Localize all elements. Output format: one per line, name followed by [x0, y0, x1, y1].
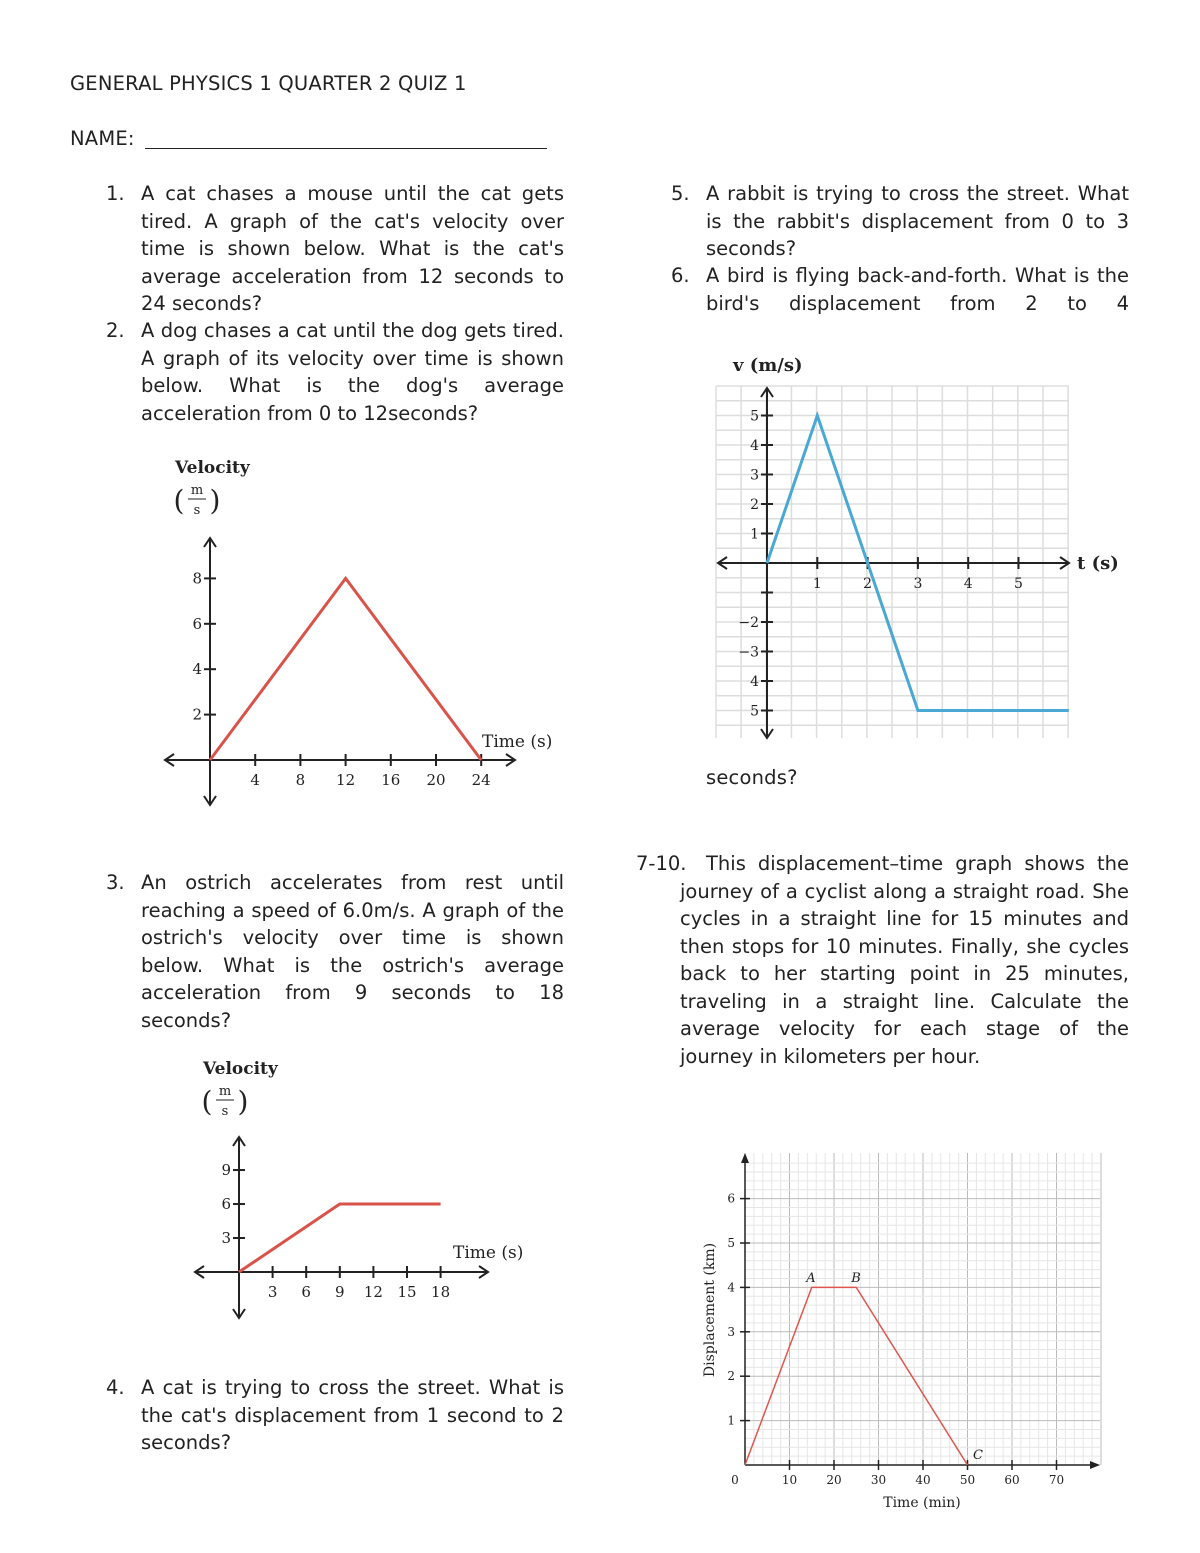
y-tick-label: 6: [192, 614, 202, 633]
y-tick-label: 6: [727, 1191, 735, 1206]
y-axis-label: Velocity: [175, 458, 250, 478]
x-tick-label: 1: [812, 576, 822, 592]
y-tick-label: 3: [750, 467, 759, 484]
x-tick-label: 16: [381, 771, 401, 789]
question-text: An ostrich accelerates from rest until reaching a speed of 6.0m/s. A graph of the ostrich's velocity over time is shown below. What is the ostrich's average acceleration from 9 seconds to 18 seconds?: [141, 871, 564, 1032]
point-label: C: [973, 1448, 983, 1463]
y-tick-label: 5: [750, 703, 759, 720]
y-tick-label: 1: [750, 526, 759, 543]
y-axis-label: v (m/s): [733, 355, 803, 376]
x-tick-label: 4: [963, 576, 973, 592]
y-tick-label: 9: [221, 1161, 231, 1180]
question-text-continuation: seconds?: [706, 766, 798, 789]
x-axis-label: Time (s): [453, 1243, 524, 1263]
paren: ): [209, 484, 221, 517]
y-tick-label: 4: [750, 674, 759, 690]
y-unit-numerator: m: [190, 483, 204, 498]
x-tick-label: 2: [863, 576, 873, 592]
question-number: 7-10.: [636, 852, 687, 875]
x-tick-label: 4: [250, 771, 260, 789]
arrow-head-icon: [1090, 1461, 1100, 1469]
x-tick-label: 10: [781, 1473, 798, 1487]
y-tick-label: 3: [727, 1324, 735, 1339]
x-axis-label: t (s): [1077, 553, 1119, 574]
y-axis-label: Velocity: [203, 1059, 278, 1079]
y-tick-label: 5: [750, 408, 759, 425]
y-tick-label: 4: [750, 438, 759, 454]
y-tick-label: 3: [221, 1229, 231, 1248]
question-text: A cat is trying to cross the street. What is the cat's displacement from 1 second to 2 seconds?: [141, 1376, 564, 1454]
y-unit-denominator: s: [193, 503, 201, 518]
paren: ): [237, 1085, 249, 1118]
point-label: B: [851, 1271, 861, 1286]
x-tick-label: 30: [870, 1473, 887, 1487]
x-tick-label: 50: [959, 1473, 976, 1487]
x-tick-label: 70: [1048, 1473, 1065, 1487]
question-text: A cat chases a mouse until the cat gets tired. A graph of the cat's velocity over time is shown below. What is the cat's average acceleration from 12 seconds to 24 seconds?: [141, 182, 564, 315]
arrow-head-icon: [741, 1153, 749, 1163]
data-line: [210, 578, 481, 760]
page-title: GENERAL PHYSICS 1 QUARTER 2 QUIZ 1: [70, 72, 467, 95]
x-tick-label: 12: [336, 771, 356, 789]
y-tick-label: 6: [221, 1195, 231, 1214]
y-tick-label: 4: [192, 660, 202, 679]
y-tick-label: 8: [192, 569, 202, 588]
y-tick-label: 1: [727, 1413, 735, 1428]
x-axis-label: Time (min): [883, 1495, 961, 1511]
paren: (: [201, 1085, 213, 1118]
x-tick-label: 60: [1004, 1473, 1020, 1487]
paren: (: [173, 484, 185, 517]
x-tick-label: 12: [363, 1283, 383, 1301]
question-number: 2.: [106, 319, 125, 342]
x-tick-label: 20: [426, 771, 446, 789]
question-number: 5.: [671, 182, 690, 205]
x-tick-label: 15: [397, 1283, 417, 1301]
x-tick-label: 6: [301, 1283, 311, 1301]
x-tick-label: 9: [335, 1283, 345, 1301]
x-tick-label: 3: [267, 1283, 278, 1301]
x-tick-label: 24: [471, 771, 491, 789]
y-tick-label: −3: [738, 644, 759, 661]
question-text: This displacement–time graph shows the journey of a cyclist along a straight road. She cycles in a straight line for 15 minutes and then stops for 10 minutes. Finally, she cycles back to her starting point in 25 minutes, traveling in a straight line. Calculate the average velocity for each stage of the journey in kilometers per hour.: [680, 852, 1129, 1068]
x-tick-label: 5: [1014, 576, 1023, 592]
x-tick-label: 20: [826, 1473, 842, 1487]
data-line: [239, 1204, 441, 1272]
x-tick-label: 8: [295, 771, 306, 789]
x-tick-label: 40: [915, 1473, 931, 1487]
y-unit-denominator: s: [221, 1104, 229, 1119]
x-tick-label: 0: [731, 1473, 739, 1487]
question-text: A bird is flying back-and-forth. What is the bird's displacement from 2 to 4: [706, 264, 1129, 315]
y-unit-numerator: m: [218, 1084, 232, 1099]
question-number: 1.: [106, 182, 125, 205]
y-axis-label: Displacement (km): [702, 1242, 718, 1378]
question-text: A rabbit is trying to cross the street. What is the rabbit's displacement from 0 to 3 seconds?: [706, 182, 1129, 260]
x-tick-label: 18: [431, 1283, 451, 1301]
y-tick-label: −2: [738, 615, 759, 631]
y-tick-label: 2: [727, 1369, 735, 1384]
x-axis-label: Time (s): [482, 732, 553, 752]
point-label: A: [806, 1271, 816, 1286]
question-number: 4.: [106, 1376, 125, 1399]
x-tick-label: 3: [913, 576, 923, 592]
question-number: 3.: [106, 871, 125, 894]
question-text: A dog chases a cat until the dog gets tired. A graph of its velocity over time is shown below. What is the dog's average acceleration from 0 to 12seconds?: [141, 319, 564, 425]
name-label: NAME:: [70, 127, 135, 150]
question-number: 6.: [671, 264, 690, 287]
y-tick-label: 2: [192, 705, 202, 724]
y-tick-label: 5: [727, 1236, 735, 1250]
y-tick-label: 4: [727, 1280, 735, 1295]
y-tick-label: 2: [750, 497, 759, 513]
